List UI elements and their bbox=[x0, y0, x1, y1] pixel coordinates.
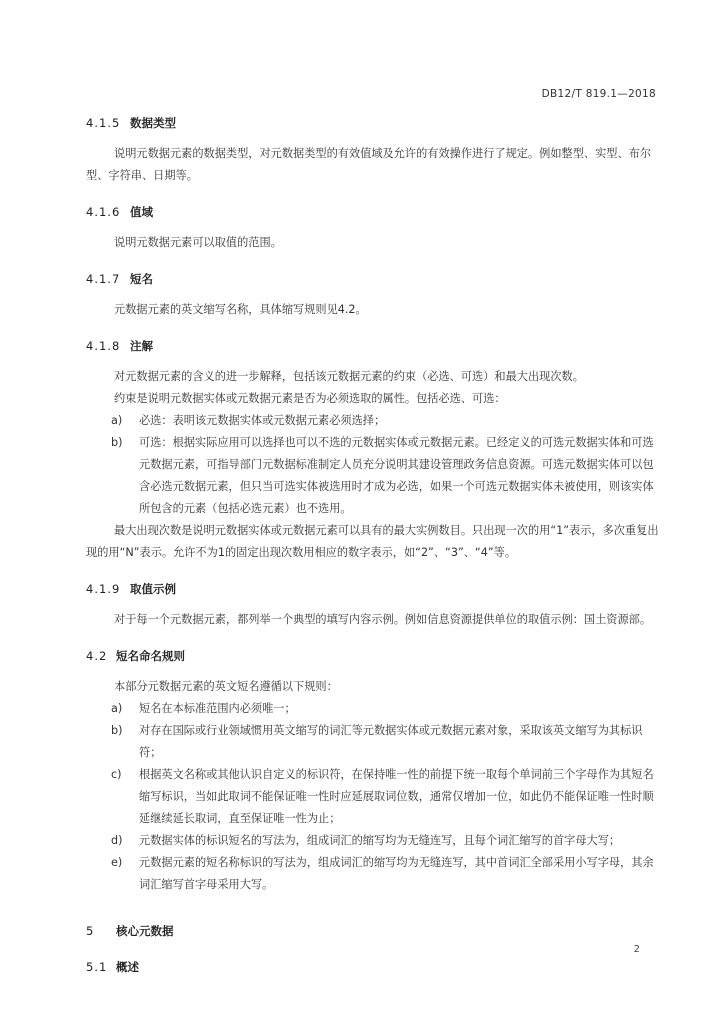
list-marker: c) bbox=[111, 768, 122, 781]
list-item bbox=[86, 764, 662, 830]
list-marker: e) bbox=[111, 856, 123, 869]
heading-title: 注解 bbox=[130, 339, 153, 353]
list-item-text: 对存在国际或行业领域惯用英文缩写的词汇等元数据实体或元数据元素对象，采取该英文缩写为其标识符； bbox=[139, 724, 643, 759]
list-marker: d) bbox=[111, 834, 123, 847]
heading-4-1-9 bbox=[86, 578, 662, 600]
heading-5-1 bbox=[86, 956, 662, 978]
list-item bbox=[86, 432, 662, 520]
paragraph: 说明元数据元素可以取值的范围。 bbox=[114, 236, 282, 249]
list-marker: b) bbox=[111, 436, 123, 449]
heading-4-1-8 bbox=[86, 335, 662, 357]
list-item bbox=[86, 698, 662, 720]
heading-title: 取值示例 bbox=[130, 582, 176, 596]
heading-5 bbox=[86, 920, 662, 942]
list-item-text: 根据英文名称或其他认识自定义的标识符，在保持唯一性的前提下统一取每个单词前三个字母作为其短名缩写标识，当如此取词不能保证唯一性时应延展取词位数，通常仅增加一位，如此仍不能保证唯一性时顺延继续延长取词，直至保证唯一性为止； bbox=[139, 768, 654, 825]
paragraph: 对元数据元素的含义的进一步解释，包括该元数据元素的约束（必选、可选）和最大出现次数。 bbox=[114, 370, 584, 383]
list-item bbox=[86, 720, 662, 764]
list-item bbox=[86, 410, 662, 432]
heading-title: 值域 bbox=[130, 205, 153, 219]
heading-4-1-6 bbox=[86, 201, 662, 223]
list-marker: a) bbox=[111, 702, 123, 715]
heading-number: 4.1.8 bbox=[86, 339, 121, 353]
heading-number: 5 bbox=[86, 924, 95, 938]
paragraph: 最大出现次数是说明元数据实体或元数据元素可以具有的最大实例数目。只出现一次的用“1”表示，多次重复出现的用“N”表示。允许不为1的固定出现次数用相应的数字表示，如“2”、“3”、“4”等。 bbox=[86, 524, 659, 559]
heading-number: 4.1.5 bbox=[86, 116, 121, 130]
list-marker: b) bbox=[111, 724, 123, 737]
list-item-text: 可选：根据实际应用可以选择也可以不选的元数据实体或元数据元素。已经定义的可选元数据实体和可选元数据元素，可指导部门元数据标准制定人员充分说明其建设管理政务信息资源。可选元数据实体可以包含必选元数据元素，但只当可选实体被选用时才成为必选，如果一个可选元数据实体未被使用，则该实体所包含的元素（包括必选元素）也不选用。 bbox=[139, 436, 654, 515]
list-marker: a) bbox=[111, 414, 123, 427]
list-item-text: 短名在本标准范围内必须唯一； bbox=[139, 702, 296, 715]
list-item-text: 元数据元素的短名称标识的写法为，组成词汇的缩写均为无缝连写，其中首词汇全部采用小写字母，其余词汇缩写首字母采用大写。 bbox=[139, 856, 654, 891]
document-body bbox=[86, 112, 662, 978]
heading-number: 4.1.9 bbox=[86, 582, 121, 596]
list-item bbox=[86, 830, 662, 852]
heading-number: 5.1 bbox=[86, 960, 108, 974]
heading-title: 数据类型 bbox=[130, 116, 176, 130]
list-item bbox=[86, 852, 662, 896]
heading-title: 短名命名规则 bbox=[116, 649, 185, 663]
list-item-text: 必选：表明该元数据实体或元数据元素必须选择； bbox=[139, 414, 386, 427]
list-item-text: 元数据实体的标识短名的写法为，组成词汇的缩写均为无缝连写，且每个词汇缩写的首字母大写； bbox=[139, 834, 621, 847]
heading-number: 4.1.6 bbox=[86, 205, 121, 219]
standard-code: DB12/T 819.1—2018 bbox=[541, 88, 656, 100]
paragraph: 本部分元数据元素的英文短名遵循以下规则： bbox=[114, 680, 338, 693]
page-number: 2 bbox=[633, 944, 640, 955]
heading-4-2 bbox=[86, 645, 662, 667]
paragraph: 说明元数据元素的数据类型，对元数据类型的有效值域及允许的有效操作进行了规定。例如整型、实型、布尔型、字符串、日期等。 bbox=[86, 147, 652, 182]
heading-title: 短名 bbox=[130, 272, 153, 286]
heading-4-1-7 bbox=[86, 268, 662, 290]
paragraph: 约束是说明元数据实体或元数据元素是否为必须选取的属性。包括必选、可选： bbox=[114, 392, 506, 405]
heading-title: 概述 bbox=[116, 960, 139, 974]
paragraph: 对于每一个元数据元素，都列举一个典型的填写内容示例。例如信息资源提供单位的取值示例：国土资源部。 bbox=[114, 613, 652, 626]
heading-4-1-5 bbox=[86, 112, 662, 134]
paragraph: 元数据元素的英文缩写名称，具体缩写规则见4.2。 bbox=[114, 303, 367, 316]
heading-number: 4.1.7 bbox=[86, 272, 121, 286]
heading-number: 4.2 bbox=[86, 649, 108, 663]
heading-title: 核心元数据 bbox=[116, 924, 174, 938]
